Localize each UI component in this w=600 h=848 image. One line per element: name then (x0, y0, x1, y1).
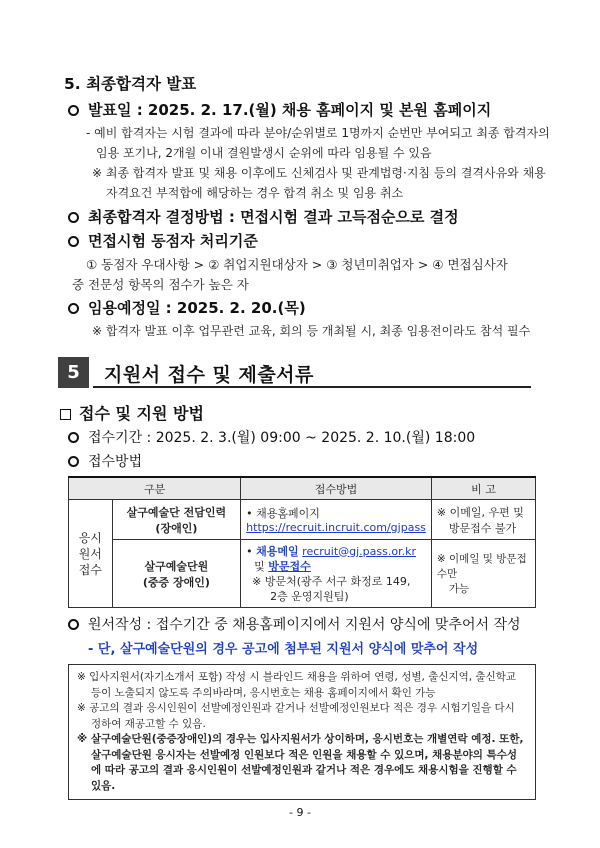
note-line-2: 방문접수 불가 (448, 521, 517, 535)
section-number-badge: 5 (58, 357, 89, 388)
table-header-category: 구분 (69, 477, 241, 500)
and-text: 및 (254, 559, 265, 573)
reception-method-item (68, 451, 142, 471)
section-underline (93, 386, 531, 388)
note-line-2: 가능 (448, 583, 470, 595)
method-cell (241, 540, 432, 608)
tie-rule-text: 면접시험 동점자 처리기준 (88, 232, 258, 250)
appoint-note: ※ 합격자 발표 이후 업무관련 교육, 회의 등 개최될 시, 최종 임용전이라도 참석 필수 (92, 324, 531, 338)
table-header-note: 비 고 (431, 477, 535, 500)
note-cell (431, 540, 535, 608)
square-bullet-icon (60, 409, 71, 420)
announce-note-line-1: ※ 최종 합격자 발표 및 채용 이후에도 신체검사 및 관계법령·지침 등의 결격사유와 채용 (92, 166, 546, 180)
tie-rule-item (68, 230, 258, 251)
circle-bullet-icon (68, 432, 79, 443)
category-cell (112, 500, 241, 540)
note-cell (431, 500, 535, 540)
writing-text: 원서작성 : 접수기간 중 채용홈페이지에서 지원서 양식에 맞추어서 작성 (88, 617, 521, 633)
circle-bullet-icon (68, 619, 79, 630)
category-line-2: (장애인) (155, 521, 198, 535)
reception-heading (60, 401, 204, 424)
table-row (69, 540, 536, 608)
announce-note-line-2: 자격요건 부적합에 해당하는 경우 합격 취소 및 임용 취소 (106, 186, 404, 200)
method-email-line: • 채용메일 recruit@gj.pass.or.kr (246, 544, 416, 558)
final-result-heading: 5. 최종합격자 발표 (64, 75, 197, 93)
announce-desc-line-2: 임용 포기나, 2개월 이내 결원발생시 순위에 따라 임용될 수 있음 (96, 146, 432, 160)
visit-address-line-1: ※ 방문처(광주 서구 화정로 149, (252, 574, 411, 588)
note-reannouncement: ※ 공고의 결과 응시인원이 선발예정인원과 같거나 선발예정인원보다 적은 경우 시험기일을 다시 정하여 재공고할 수 있음. (77, 702, 515, 730)
reception-method-text: 접수방법 (88, 454, 143, 470)
category-line-1: 살구예술단 전담인력 (126, 505, 227, 519)
reception-method-table (68, 476, 536, 608)
email-label: 채용메일 (256, 544, 299, 558)
method-visit-line (246, 559, 426, 574)
note-line-1: ※ 이메일 및 방문접수만 (436, 553, 527, 580)
reception-period-item (68, 427, 475, 447)
appoint-date-text: 임용예정일 : 2025. 2. 20.(목) (88, 299, 306, 317)
reception-period-text: 접수기간 : 2025. 2. 3.(월) 09:00 ~ 2025. 2. 10.(월) 18:00 (88, 430, 476, 446)
note-salgu-applicants: ※ 살구예술단원(중증장애인)의 경우는 입사지원서가 상이하며, 응시번호는 개별연락 예정. 또한, 살구예술단원 응시자는 선발예정 인원보다 적은 인원을 채용할 수 있으며, 채용분야의 특수성에 따라 공고의 결과 응시인원이 선발예정인원과 같거나 적은 경우에도 채용시험을 진행할 수 있음. (77, 733, 524, 792)
circle-bullet-icon (68, 456, 79, 467)
circle-bullet-icon (68, 212, 79, 223)
tie-rule-desc-line-2: 중 전문성 항목의 점수가 높은 자 (72, 277, 249, 292)
category-cell (112, 540, 241, 608)
tie-rule-desc-line-1: ① 동점자 우대사항 > ② 취업지원대상자 > ③ 청년미취업자 > ④ 면접심사자 (86, 257, 508, 272)
group-label-cell: 응시 원서 접수 (69, 500, 113, 608)
visit-address-line-2: 2층 운영지원팀) (270, 589, 349, 603)
circle-bullet-icon (68, 236, 79, 247)
note-blind-hiring: ※ 입사지원서(자기소개서 포함) 작성 시 블라인드 채용을 위하여 연령, 성별, 출신지역, 출신학교 등이 노출되지 않도록 주의바라며, 응시번호는 채용 홈페이지에서 확인 가능 (77, 671, 517, 699)
decision-method-item (68, 206, 459, 227)
circle-bullet-icon (68, 303, 79, 314)
notes-box (68, 664, 536, 800)
visit-label: 방문접수 (268, 559, 311, 573)
page-number: - 9 - (289, 806, 311, 819)
category-line-1: 살구예술단원 (144, 559, 209, 573)
announce-date-item (68, 99, 491, 120)
note-line-1: ※ 이메일, 우편 및 (436, 505, 524, 519)
announce-date-text: 발표일 : 2025. 2. 17.(월) 채용 홈페이지 및 본원 홈페이지 (88, 101, 492, 119)
recruit-email-link[interactable]: recruit@gj.pass.or.kr (302, 544, 416, 558)
appoint-date-item (68, 297, 306, 318)
recruit-homepage-link[interactable]: https://recruit.incruit.com/gjpass (246, 521, 426, 534)
method-label: • 채용홈페이지 (246, 507, 320, 520)
reception-heading-text: 접수 및 지원 방법 (79, 404, 204, 423)
writing-item (68, 614, 521, 634)
writing-subnote: - 단, 살구예술단원의 경우 공고에 첨부된 지원서 양식에 맞추어 작성 (88, 642, 479, 657)
announce-desc-line-1: - 예비 합격자는 시험 결과에 따라 분야/순위별로 1명까지 순번만 부여되고 최종 합격자의 (86, 126, 550, 140)
decision-method-text: 최종합격자 결정방법 : 면접시험 결과 고득점순으로 결정 (88, 208, 459, 226)
circle-bullet-icon (68, 105, 79, 116)
table-header-row (69, 477, 536, 500)
category-line-2: (중증 장애인) (142, 575, 210, 589)
section-title: 지원서 접수 및 제출서류 (104, 364, 314, 386)
table-row (69, 500, 536, 540)
table-header-method: 접수방법 (241, 477, 432, 500)
method-cell (241, 500, 432, 540)
